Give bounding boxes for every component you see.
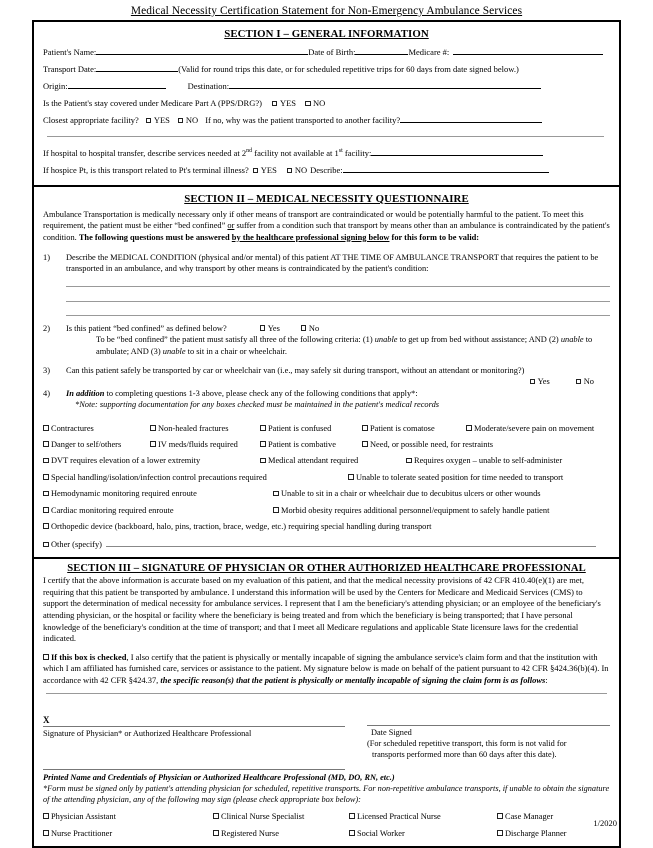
part-a-no-checkbox[interactable] — [305, 101, 311, 107]
condition-other-checkbox[interactable] — [43, 542, 49, 548]
condition-moderate-severe-pain-label: Moderate/severe pain on movement — [474, 423, 595, 433]
credential-physician-assistant-checkbox[interactable] — [43, 813, 49, 819]
question-1-answer-line-2[interactable] — [66, 301, 610, 302]
closest-facility-followup-label: If no, why was the patient transported to another facility? — [205, 115, 401, 125]
date-signed-column — [345, 716, 610, 760]
date-signed-input-line[interactable] — [367, 725, 610, 726]
question-3-text: Can this patient safely be transported by car or wheelchair van (i.e., may safely sit during transport, without an attendant or monitoring?) — [66, 365, 525, 375]
question-2-yes-checkbox[interactable] — [260, 325, 266, 331]
condition-cardiac-monitoring-label: Cardiac monitoring required enroute — [51, 505, 174, 515]
condition-patient-confused-checkbox[interactable] — [260, 425, 266, 431]
credential-licensed-practical-nurse[interactable] — [349, 811, 497, 822]
credential-registered-nurse-checkbox[interactable] — [213, 830, 219, 836]
condition-iv-meds-checkbox[interactable] — [150, 441, 156, 447]
condition-cardiac-monitoring-checkbox[interactable] — [43, 507, 49, 513]
incapable-signing-text-1: , I also certify that the patient is physically or mentally incapable of signing the ambulance service's claim form and that the institution with which I am affiliated has furnished care, services or assistance to the patient. My signature below is made on behalf of the patient pursuant to 42 CFR §424.36(b)(4). In accordance with 42 CFR §424.37, — [43, 651, 609, 686]
condition-restraints-checkbox[interactable] — [362, 441, 368, 447]
closest-facility-yes-label: YES — [153, 115, 170, 125]
part-a-yes-label: YES — [279, 98, 297, 108]
credential-registered-nurse-label: Registered Nurse — [221, 828, 279, 838]
credentials-row-2 — [43, 828, 610, 839]
condition-cardiac-monitoring[interactable] — [43, 505, 273, 516]
condition-medical-attendant-label: Medical attendant required — [268, 456, 359, 466]
question-1 — [43, 252, 610, 275]
credentials-row-1 — [43, 811, 610, 822]
question-3-number: 3) — [43, 365, 50, 375]
question-2 — [43, 323, 610, 357]
condition-morbid-obesity-checkbox[interactable] — [273, 507, 279, 513]
condition-non-healed-fractures[interactable] — [150, 423, 260, 434]
credential-social-worker-label: Social Worker — [357, 828, 405, 838]
condition-danger-to-self-label: Danger to self/others — [51, 439, 122, 449]
question-4 — [43, 388, 610, 411]
closest-facility-no-label: NO — [185, 115, 199, 125]
credential-registered-nurse[interactable] — [213, 828, 349, 839]
page-title: Medical Necessity Certification Statement for Non-Emergency Ambulance Services — [130, 5, 523, 17]
origin-input[interactable] — [68, 79, 166, 89]
part-a-label: Is the Patient's stay covered under Medicare Part A (PPS/DRG?) — [43, 98, 262, 108]
condition-patient-comatose-label: Patient is comatose — [370, 423, 435, 433]
printed-name-label — [43, 772, 610, 783]
hospice-describe-label: Describe: — [310, 165, 343, 175]
signature-x-marker: X — [43, 714, 50, 725]
credential-case-manager-label: Case Manager — [505, 811, 554, 821]
part-a-no-label: NO — [313, 98, 326, 108]
signer-note — [43, 783, 610, 805]
credential-discharge-planner-label: Discharge Planner — [505, 828, 567, 838]
conditions-row-5 — [43, 488, 610, 499]
incapable-signing-bold: If this box is checked — [51, 651, 127, 662]
condition-morbid-obesity[interactable] — [273, 505, 549, 516]
closest-facility-row — [43, 112, 610, 128]
question-4-number: 4) — [43, 388, 50, 398]
condition-dvt-label: DVT requires elevation of a lower extremity — [51, 456, 201, 466]
conditions-row-3 — [43, 455, 610, 466]
part-a-row — [43, 95, 610, 111]
credential-nurse-practitioner-checkbox[interactable] — [43, 830, 49, 836]
hospice-row — [43, 162, 610, 178]
credential-discharge-planner-checkbox[interactable] — [497, 830, 503, 836]
condition-patient-confused-label: Patient is confused — [268, 423, 332, 433]
section-general-information — [34, 22, 619, 187]
incapable-signing-bolditalic: the specific reason(s) that the patient is physically or mentally incapable of signing the claim form is as follows — [160, 675, 546, 686]
printed-name-input-line[interactable] — [43, 769, 345, 770]
signature-input-line[interactable] — [43, 726, 345, 727]
intro-bold-underline: by the healthcare professional signing below — [231, 232, 390, 242]
condition-medical-attendant[interactable] — [260, 455, 406, 466]
printed-name-label-text: Printed Name and Credentials of Physician or Authorized Healthcare Professional (MD, DO, RN, etc.) — [43, 772, 395, 782]
revision-date: 1/2020 — [593, 818, 617, 828]
credential-physician-assistant-label: Physician Assistant — [51, 811, 116, 821]
condition-iv-meds[interactable] — [150, 439, 260, 450]
condition-contractures-label: Contractures — [51, 423, 94, 433]
origin-label: Origin: — [43, 81, 68, 91]
question-3-answers — [66, 376, 610, 387]
condition-medical-attendant-checkbox[interactable] — [260, 458, 266, 464]
bed-confined-def-4: to sit in a chair or wheelchair. — [185, 346, 287, 356]
conditions-row-4 — [43, 472, 610, 483]
question-1-answer-line-1[interactable] — [66, 286, 610, 287]
condition-requires-oxygen[interactable] — [406, 455, 562, 466]
section1-heading: SECTION I – GENERAL INFORMATION — [224, 28, 429, 40]
transport-date-row — [43, 61, 610, 77]
closest-facility-yes-checkbox[interactable] — [146, 118, 152, 124]
condition-hemodynamic-monitoring-checkbox[interactable] — [43, 491, 49, 497]
condition-unable-seated-position-checkbox[interactable] — [348, 474, 354, 480]
condition-other-input[interactable] — [106, 537, 596, 547]
question-2-no-checkbox[interactable] — [301, 325, 307, 331]
condition-unable-seated-position-label: Unable to tolerate seated position for time needed to transport — [356, 472, 564, 482]
condition-patient-confused[interactable] — [260, 423, 362, 434]
conditions-row-7 — [43, 521, 610, 532]
question-4-bold: In addition — [66, 388, 105, 398]
closest-facility-no-checkbox[interactable] — [178, 118, 184, 124]
condition-contractures-checkbox[interactable] — [43, 425, 49, 431]
condition-requires-oxygen-checkbox[interactable] — [406, 458, 412, 464]
condition-decubitus-ulcers-checkbox[interactable] — [273, 491, 279, 497]
date-signed-note-line-1: (For scheduled repetitive transport, this form is not valid for — [367, 738, 567, 748]
incapable-signing-text-2: : — [545, 675, 548, 686]
credential-case-manager[interactable] — [497, 811, 553, 822]
question-4-text — [66, 388, 610, 399]
bed-confined-def-3: to ambulate; AND (3) — [96, 335, 593, 356]
conditions-row-8 — [43, 537, 610, 550]
question-1-text: Describe the MEDICAL CONDITION (physical and/or mental) of this patient AT THE TIME OF AMBULANCE TRANSPORT that requires the patient to be transported in an ambulance, and why transport by other means is contraindicated by the patient's condition: — [66, 252, 599, 274]
certification-paragraph: I certify that the above information is accurate based on my evaluation of this patient, and that the medical necessity provisions of 42 CFR 410.40(e)(1) are met, requiring that this patient be transported by ambulance. I understand this information will be used by the Centers for Medicare and Medicaid Services (CMS) to support the determination of medical necessity for ambulance services. I represent that I am the beneficiary's attending physician; or an employee of the beneficiary's attending physician, or the hospital or facility where the beneficiary is being treated and from which the beneficiary is being transported; that I have personal knowledge of the beneficiary's condition at the time of transport; and that I meet all Medicare regulations and applicable State licensure laws for the credential indicated. — [43, 575, 601, 644]
condition-restraints[interactable] — [362, 439, 493, 450]
origin-destination-row — [43, 78, 610, 94]
credential-clinical-nurse-specialist-label: Clinical Nurse Specialist — [221, 811, 305, 821]
condition-orthopedic-device[interactable] — [43, 521, 431, 532]
patient-name-label: Patient's Name: — [43, 47, 97, 57]
credential-discharge-planner[interactable] — [497, 828, 566, 839]
incapable-signing-checkbox[interactable] — [43, 654, 49, 660]
signature-caption: Signature of Physician* or Authorized Healthcare Professional — [43, 728, 252, 738]
transport-date-input[interactable] — [96, 62, 178, 72]
question-3-no-checkbox[interactable] — [576, 379, 582, 385]
credential-nurse-practitioner[interactable] — [43, 828, 213, 839]
bed-confined-italic-2: unable — [560, 335, 584, 345]
hospital-transfer-row — [43, 145, 610, 161]
condition-other-label: Other (specify) — [51, 540, 102, 550]
signature-block — [43, 716, 610, 760]
intro-text-2: suffer from a condition such that transport by means other than an ambulance is contraindicated by the patient's condition. — [43, 221, 610, 242]
section2-heading: SECTION II – MEDICAL NECESSITY QUESTIONNAIRE — [184, 193, 469, 205]
condition-non-healed-fractures-label: Non-healed fractures — [158, 423, 229, 433]
condition-iv-meds-label: IV meds/fluids required — [158, 439, 238, 449]
condition-other[interactable] — [43, 539, 102, 550]
date-signed-label: Date Signed — [371, 727, 412, 737]
condition-dvt-checkbox[interactable] — [43, 458, 49, 464]
closest-facility-reason-line2[interactable] — [47, 136, 604, 137]
intro-bold-1: The following questions must be answered — [78, 232, 232, 242]
question-2-no-label: No — [308, 323, 320, 333]
question-2-definition — [66, 334, 610, 357]
conditions-checklist — [43, 423, 610, 551]
section-medical-necessity-questionnaire — [34, 187, 619, 559]
destination-input[interactable] — [229, 79, 541, 89]
credential-licensed-practical-nurse-label: Licensed Practical Nurse — [357, 811, 441, 821]
hospice-yes-checkbox[interactable] — [253, 168, 259, 174]
form-container — [32, 20, 621, 848]
condition-decubitus-ulcers-label: Unable to sit in a chair or wheelchair due to decubitus ulcers or other wounds — [281, 489, 541, 499]
condition-moderate-severe-pain[interactable] — [466, 423, 594, 434]
hospital-transfer-input[interactable] — [371, 146, 543, 156]
condition-orthopedic-device-label: Orthopedic device (backboard, halo, pins, traction, brace, wedge, etc.) requiring special handling during transport — [51, 521, 432, 531]
credential-social-worker-checkbox[interactable] — [349, 830, 355, 836]
condition-morbid-obesity-label: Morbid obesity requires additional personnel/equipment to safely handle patient — [281, 505, 550, 515]
transport-date-label: Transport Date: — [43, 64, 97, 74]
condition-decubitus-ulcers[interactable] — [273, 488, 541, 499]
condition-patient-comatose[interactable] — [362, 423, 466, 434]
incapable-signing-paragraph — [43, 652, 610, 687]
section3-heading: SECTION III – SIGNATURE OF PHYSICIAN OR OTHER AUTHORIZED HEALTHCARE PROFESSIONAL — [67, 563, 586, 575]
condition-hemodynamic-monitoring-label: Hemodynamic monitoring required enroute — [51, 489, 197, 499]
credential-nurse-practitioner-label: Nurse Practitioner — [51, 828, 113, 838]
condition-patient-combative-label: Patient is combative — [268, 439, 336, 449]
question-1-number: 1) — [43, 252, 50, 262]
section-signature — [34, 559, 619, 845]
signature-column — [43, 716, 345, 760]
incapable-reason-line[interactable] — [46, 693, 607, 694]
transport-date-note: (Valid for round trips this date, or for scheduled repetitive trips for 60 days from date signed below.) — [178, 64, 519, 74]
question-4-rest: to completing questions 1-3 above, please check any of the following conditions that apply*: — [104, 388, 418, 398]
condition-non-healed-fractures-checkbox[interactable] — [150, 425, 156, 431]
dob-input[interactable] — [355, 45, 408, 55]
hospice-no-checkbox[interactable] — [287, 168, 293, 174]
condition-patient-combative-checkbox[interactable] — [260, 441, 266, 447]
condition-contractures[interactable] — [43, 423, 150, 434]
condition-danger-to-self-checkbox[interactable] — [43, 441, 49, 447]
hospice-no-label: NO — [294, 165, 308, 175]
intro-or: or — [227, 221, 235, 231]
condition-special-handling-label: Special handling/isolation/infection control precautions required — [51, 472, 267, 482]
medicare-label: Medicare #: — [408, 47, 450, 57]
bed-confined-italic-1: unable — [374, 335, 398, 345]
question-2-text: Is this patient “bed confined” as defined below? — [66, 323, 227, 333]
intro-bold-2: for this form to be valid: — [389, 232, 480, 242]
condition-dvt[interactable] — [43, 455, 260, 466]
question-4-note — [66, 399, 610, 410]
question-3 — [43, 365, 610, 388]
hospice-describe-input[interactable] — [343, 163, 549, 173]
credential-clinical-nurse-specialist[interactable] — [213, 811, 349, 822]
credential-clinical-nurse-specialist-checkbox[interactable] — [213, 813, 219, 819]
destination-label: Destination: — [187, 81, 230, 91]
conditions-row-2 — [43, 439, 610, 450]
date-signed-note-line-2: transports performed more than 60 days after this date). — [372, 749, 557, 759]
bed-confined-def-1: To be “bed confined” the patient must satisfy all three of the following criteria: (1) — [96, 335, 375, 345]
part-a-yes-checkbox[interactable] — [272, 101, 278, 107]
hospice-yes-label: YES — [260, 165, 277, 175]
credential-case-manager-checkbox[interactable] — [497, 813, 503, 819]
conditions-row-6 — [43, 505, 610, 516]
dob-label: Date of Birth: — [308, 47, 356, 57]
question-3-yes-checkbox[interactable] — [530, 379, 536, 385]
condition-orthopedic-device-checkbox[interactable] — [43, 523, 49, 529]
condition-restraints-label: Need, or possible need, for restraints — [370, 439, 494, 449]
intro-text-1: Ambulance Transportation is medically necessary only if other means of transport are contraindicated or would be potentially harmful to the patient. To meet this requirement, the patient must be either “bed confined” — [43, 210, 584, 231]
credential-physician-assistant[interactable] — [43, 811, 213, 822]
credential-social-worker[interactable] — [349, 828, 497, 839]
patient-name-input[interactable] — [96, 45, 308, 55]
condition-unable-seated-position[interactable] — [348, 472, 563, 483]
credential-licensed-practical-nurse-checkbox[interactable] — [349, 813, 355, 819]
closest-facility-reason-input[interactable] — [400, 113, 542, 123]
signer-note-text: *Form must be signed only by patient's attending physician for scheduled, repetitive transports. For non-repetitive ambulance transports, if unable to obtain the signature of the attending physician, any of the following may sign (please check appropriate box below): — [43, 783, 610, 804]
bed-confined-def-2: to get up from bed without assistance; AND (2) — [397, 335, 561, 345]
conditions-row-1 — [43, 423, 610, 434]
bed-confined-italic-3: unable — [162, 346, 186, 356]
hospice-label: If hospice Pt, is this transport related to Pt's terminal illness? — [43, 165, 249, 175]
question-2-number: 2) — [43, 323, 50, 333]
patient-name-row — [43, 44, 610, 60]
condition-special-handling[interactable] — [43, 472, 348, 483]
question-3-no-label: No — [583, 377, 594, 387]
medicare-input[interactable] — [453, 45, 603, 55]
condition-danger-to-self[interactable] — [43, 439, 150, 450]
condition-patient-comatose-checkbox[interactable] — [362, 425, 368, 431]
printed-name-line-wrap — [43, 769, 345, 770]
question-1-answer-line-3[interactable] — [66, 315, 610, 316]
condition-requires-oxygen-label: Requires oxygen – unable to self-administer — [414, 456, 563, 466]
condition-moderate-severe-pain-checkbox[interactable] — [466, 425, 472, 431]
question-2-yes-label: Yes — [267, 323, 280, 333]
condition-special-handling-checkbox[interactable] — [43, 474, 49, 480]
question-2-row — [66, 323, 610, 334]
question-3-yes-label: Yes — [537, 377, 550, 387]
question-4-note-italic: *Note: supporting documentation for any boxes checked must be maintained in the patient's medical records — [75, 400, 440, 410]
section2-intro — [43, 209, 610, 243]
closest-facility-label: Closest appropriate facility? — [43, 115, 139, 125]
hospital-transfer-label: If hospital to hospital transfer, describe services needed at 2nd facility not available at 1st facility: — [43, 148, 372, 158]
condition-patient-combative[interactable] — [260, 439, 362, 450]
condition-hemodynamic-monitoring[interactable] — [43, 488, 273, 499]
